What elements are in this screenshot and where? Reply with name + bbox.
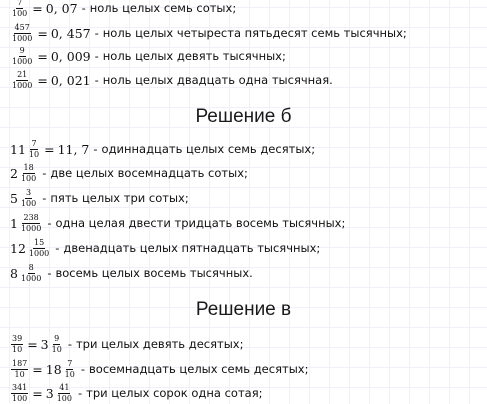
equation-row: [10, 212, 345, 234]
dash: -: [42, 166, 47, 180]
reading-text: пять целых три сотых;: [50, 191, 189, 205]
equation-row: [10, 262, 253, 284]
whole-part: 12: [10, 240, 26, 256]
dash: -: [80, 362, 86, 376]
dash: -: [94, 26, 99, 40]
equation-row: [10, 45, 286, 67]
equation-row: [10, 162, 248, 184]
equation-row: [10, 382, 262, 404]
equation-row: [10, 69, 333, 91]
dash: -: [78, 386, 83, 400]
reading-text: одна целая двести тридцать восемь тысячных;: [55, 216, 346, 230]
fraction: $\frac{187}{10}$: [12, 358, 28, 379]
equals-sign: =: [32, 0, 43, 16]
equals-sign: =: [37, 25, 48, 41]
fraction: $\frac{9}{10}$: [51, 333, 62, 354]
reading-text: три целых девять десятых;: [75, 337, 244, 351]
whole-part: 18: [45, 361, 62, 377]
decimal-value: 0, 009: [50, 48, 91, 64]
equals-sign: =: [27, 336, 38, 352]
fraction: $\frac{7}{10}$: [64, 358, 75, 379]
equals-sign: =: [32, 385, 43, 401]
whole-part: 3: [40, 336, 49, 352]
whole-part: 2: [10, 165, 18, 181]
whole-part: 3: [45, 385, 54, 401]
equation-row: [10, 138, 315, 160]
equals-sign: =: [37, 48, 48, 64]
equation-row: [10, 22, 407, 44]
equals-sign: =: [32, 361, 43, 377]
whole-part: 5: [10, 190, 18, 206]
fraction: $\frac{18}{100}$: [20, 162, 37, 183]
reading-text: ноль целых девять тысячных;: [102, 49, 286, 63]
fraction: $\frac{238}{1000}$: [20, 212, 42, 233]
reading-text: одиннадцать целых семь десятых;: [101, 142, 316, 156]
fraction: $\frac{9}{1000}$: [12, 45, 33, 66]
equation-row: [10, 358, 308, 380]
equals-sign: =: [37, 72, 48, 88]
reading-text: ноль целых четыреста пятьдесят семь тысячных;: [102, 26, 407, 40]
fraction: $\frac{21}{1000}$: [12, 69, 33, 90]
equation-row: [10, 187, 189, 209]
reading-text: восемнадцать целых семь десятых;: [89, 362, 309, 376]
dash: -: [42, 191, 47, 205]
dash: -: [55, 241, 60, 255]
dash: -: [93, 142, 98, 156]
section-heading: Решение б: [195, 106, 292, 127]
fraction: $\frac{7}{100}$: [12, 0, 28, 18]
section-heading: Решение в: [195, 299, 292, 320]
reading-text: восемь целых восемь тысячных.: [55, 266, 253, 280]
whole-part: 8: [10, 265, 18, 281]
decimal-value: 11, 7: [57, 141, 90, 157]
fraction: $\frac{15}{1000}$: [28, 237, 50, 258]
equation-row: [10, 237, 320, 259]
fraction: $\frac{457}{1000}$: [12, 22, 33, 43]
fraction: $\frac{341}{100}$: [12, 382, 28, 403]
equals-sign: =: [44, 141, 55, 157]
dash: -: [94, 49, 99, 63]
dash: -: [47, 216, 52, 230]
dash: -: [81, 1, 86, 15]
reading-text: две целых восемнадцать сотых;: [50, 166, 248, 180]
whole-part: 11: [10, 141, 26, 157]
reading-text: три целых сорок одна сотая;: [86, 386, 263, 400]
whole-part: 1: [10, 215, 18, 231]
fraction: $\frac{41}{100}$: [56, 382, 72, 403]
dash: -: [67, 337, 72, 351]
decimal-value: 0, 021: [50, 72, 91, 88]
fraction: $\frac{7}{10}$: [28, 138, 40, 159]
fraction: $\frac{8}{1000}$: [20, 262, 42, 283]
equation-row: [10, 333, 243, 355]
reading-text: ноль целых семь сотых;: [89, 1, 237, 15]
fraction: $\frac{3}{100}$: [20, 187, 37, 208]
decimal-value: 0, 07: [45, 0, 78, 16]
fraction: $\frac{39}{10}$: [12, 333, 23, 354]
dash: -: [47, 266, 52, 280]
decimal-value: 0, 457: [50, 25, 91, 41]
equation-row: [10, 0, 236, 19]
dash: -: [94, 73, 99, 87]
reading-text: двенадцать целых пятнадцать тысячных;: [63, 241, 321, 255]
reading-text: ноль целых двадцать одна тысячная.: [102, 73, 333, 87]
